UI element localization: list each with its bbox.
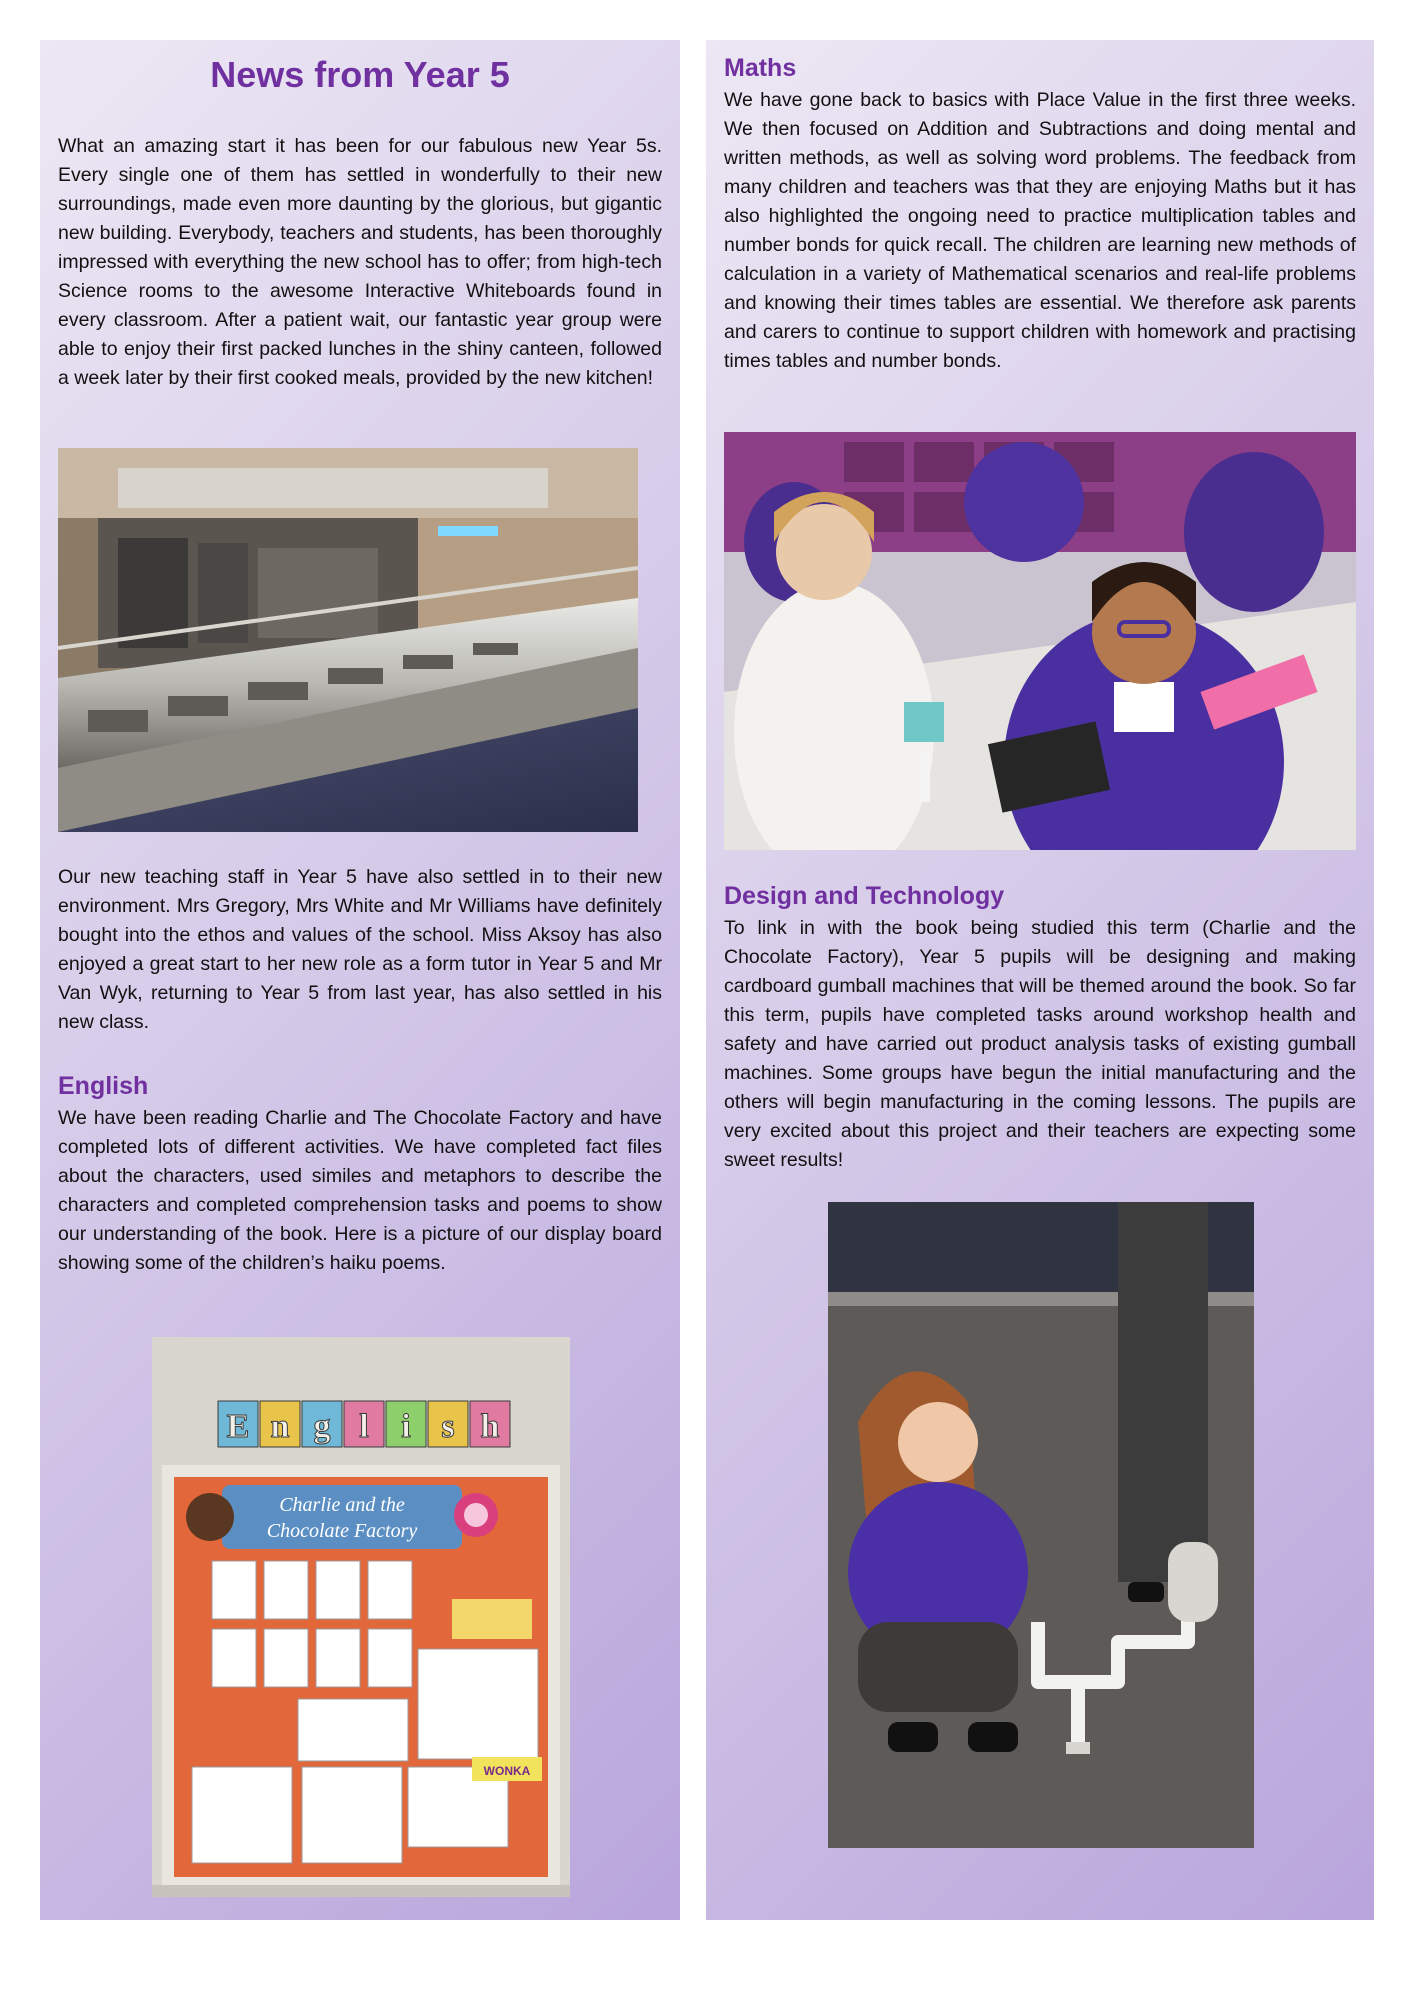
canteen-illustration (58, 448, 638, 832)
canteen-photo (58, 448, 638, 832)
newsletter-title: News from Year 5 (210, 54, 510, 95)
english-paragraph: We have been reading Charlie and The Chocolate Factory and have completed lots of different activities. We have completed fact files about the characters, used similes and metaphors to describe the characters and completed comprehension tasks and poems to show our understanding of the book. Here is a picture of our display board showing some of the children’s haiku poems. (58, 1107, 662, 1274)
teaching-staff-paragraph: Our new teaching staff in Year 5 have also settled in to their new environment. Mrs Gregory, Mrs White and Mr Williams have definitely bought into the ethos and values of the school. Miss Aksoy has also enjoyed a great start to her new role as a form tutor in Year 5 and Mr Van Wyk, returning to Year 5 from last year, has also settled in his new class. (58, 866, 662, 1033)
classroom-illustration (724, 432, 1356, 850)
gumball-machine-photo (828, 1202, 1254, 1848)
display-board-illustration (152, 1337, 570, 1897)
english-heading: English (58, 1072, 149, 1100)
design-technology-heading: Design and Technology (724, 882, 1005, 910)
board-letter: g (313, 1408, 331, 1445)
english-display-board-photo (152, 1337, 570, 1897)
board-letter: E (226, 1408, 250, 1445)
classroom-photo (724, 432, 1356, 850)
maths-paragraph: We have gone back to basics with Place Value in the first three weeks. We then focused on Addition and Subtractions and doing mental and written methods, as well as solving word problems. The feedback from many children and teachers was that they are enjoying Maths but it has also highlighted the ongoing need to practice multiplication tables and number bonds for quick recall. The children are learning new methods of calculation in a variety of Mathematical scenarios and real-life problems and knowing their times tables are essential. We therefore ask parents and carers to continue to support children with homework and practising times tables and number bonds. (724, 89, 1356, 372)
maths-heading: Maths (724, 54, 797, 82)
board-letter: h (480, 1408, 500, 1445)
gumball-illustration (828, 1202, 1254, 1848)
board-letter: n (270, 1408, 290, 1445)
design-technology-paragraph: To link in with the book being studied this term (Charlie and the Chocolate Factory), Year 5 pupils will be designing and making cardboard gumball machines that will be themed around the book. So far this term, pupils have completed tasks around workshop health and safety and have carried out product analysis tasks of existing gumball machines. Some groups have begun the initial manufacturing and the others will begin manufacturing in the coming lessons. The pupils are very excited about this project and their teachers are expecting some sweet results! (724, 917, 1356, 1171)
board-banner-line-1: Charlie and the (279, 1494, 405, 1516)
board-letter: s (441, 1408, 455, 1445)
board-banner-line-2: Chocolate Factory (266, 1520, 418, 1542)
board-letter: l (359, 1408, 369, 1445)
right-column-panel (706, 40, 1374, 1920)
board-wonka-label: WONKA (483, 1764, 531, 1778)
board-letter: i (401, 1408, 411, 1445)
intro-paragraph: What an amazing start it has been for our fabulous new Year 5s. Every single one of them has settled in wonderfully to their new surroundings, made even more daunting by the glorious, but gigantic new building. Everybody, teachers and students, has been thoroughly impressed with everything the new school has to offer; from high-tech Science rooms to the awesome Interactive Whiteboards found in every classroom. After a patient wait, our fantastic year group were able to enjoy their first packed lunches in the shiny canteen, followed a week later by their first cooked meals, provided by the new kitchen! (58, 135, 662, 389)
left-column-panel (40, 40, 680, 1920)
